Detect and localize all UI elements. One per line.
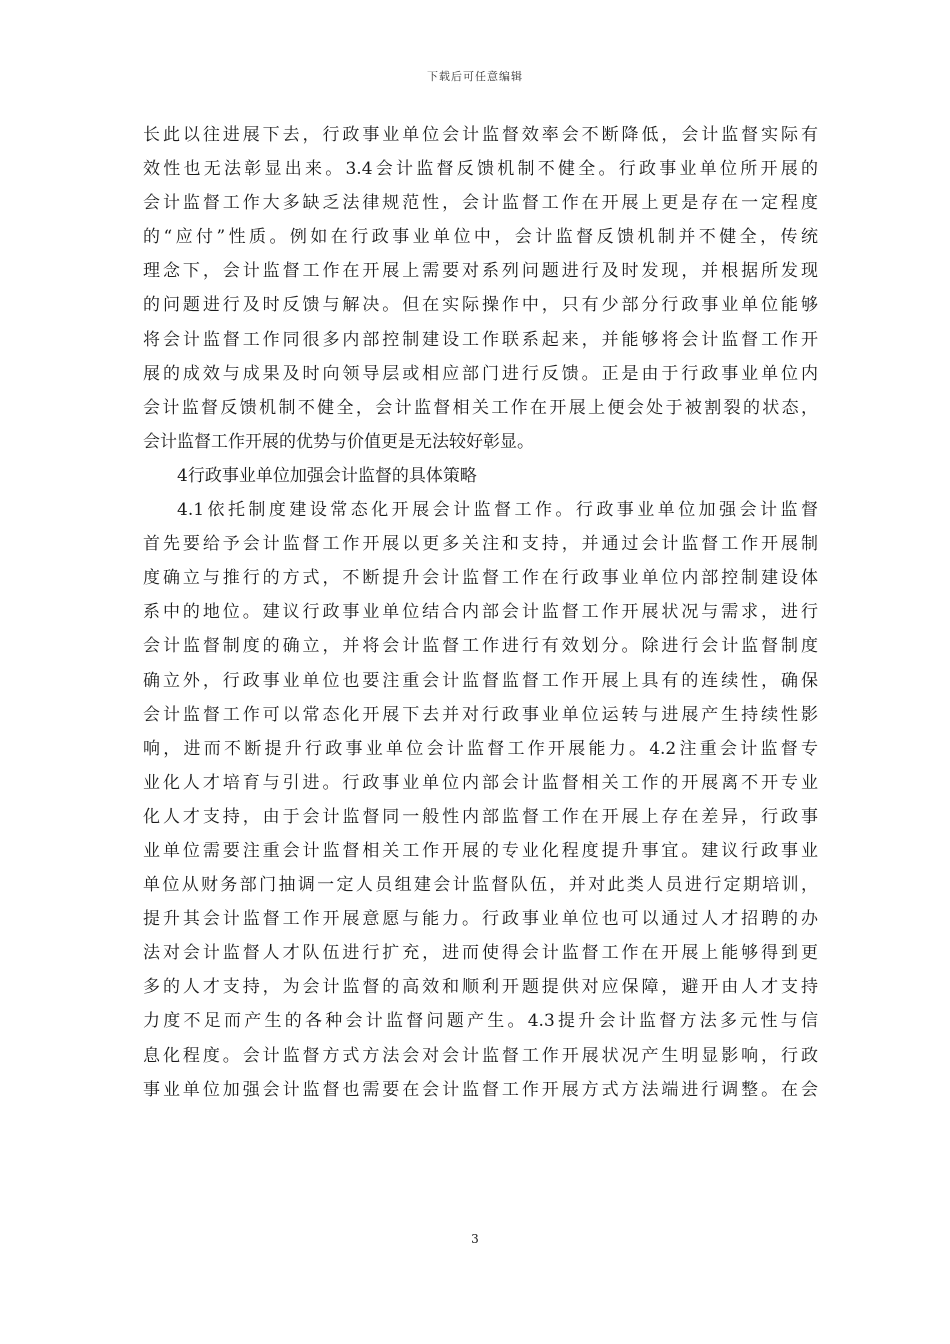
text-line: 会计监督制度的确立，并将会计监督工作进行有效划分。除进行会计监督制度 [143,636,818,657]
text-line: 会计监督反馈机制不健全，会计监督相关工作在开展上便会处于被割裂的状态， [143,397,818,418]
text-line: 会计监督工作大多缺乏法律规范性，会计监督工作在开展上更是存在一定程度 [143,193,818,214]
text-line: 系中的地位。建议行政事业单位结合内部会计监督工作开展状况与需求，进行 [143,602,818,623]
text-line: 的“应付”性质。例如在行政事业单位中，会计监督反馈机制并不健全，传统 [143,227,818,248]
page-number: 3 [471,1232,479,1246]
text-line: 单位从财务部门抽调一定人员组建会计监督队伍，并对此类人员进行定期培训， [143,875,818,896]
text-line: 业化人才培育与引进。行政事业单位内部会计监督相关工作的开展离不开专业 [143,772,818,793]
text-line: 的问题进行及时反馈与解决。但在实际操作中，只有少部分行政事业单位能够 [143,295,818,316]
text-line: 业单位需要注重会计监督相关工作开展的专业化程度提升事宜。建议行政事业 [143,840,818,861]
text-line: 会计监督工作开展的优势与价值更是无法较好彰显。 [143,431,534,452]
text-line: 4.1依托制度建设常态化开展会计监督工作。行政事业单位加强会计监督 [177,500,818,521]
text-line: 法对会计监督人才队伍进行扩充，进而使得会计监督工作在开展上能够得到更 [143,943,818,964]
text-line: 展的成效与成果及时向领导层或相应部门进行反馈。正是由于行政事业单位内 [143,363,818,384]
section-heading: 4行政事业单位加强会计监督的具体策略 [177,465,477,486]
text-line: 事业单位加强会计监督也需要在会计监督工作开展方式方法端进行调整。在会 [143,1079,818,1100]
page-header: 下载后可任意编辑 [427,70,523,83]
text-line: 响，进而不断提升行政事业单位会计监督工作开展能力。4.2注重会计监督专 [143,738,818,759]
text-line: 长此以往进展下去，行政事业单位会计监督效率会不断降低，会计监督实际有 [143,125,818,145]
text-line: 息化程度。会计监督方式方法会对会计监督工作开展状况产生明显影响，行政 [143,1045,818,1066]
text-line: 效性也无法彰显出来。3.4会计监督反馈机制不健全。行政事业单位所开展的 [143,159,818,180]
document-body [143,118,818,1107]
text-line: 理念下，会计监督工作在开展上需要对系列问题进行及时发现，并根据所发现 [143,261,818,282]
text-line: 度确立与推行的方式，不断提升会计监督工作在行政事业单位内部控制建设体 [143,568,818,589]
text-line: 多的人才支持，为会计监督的高效和顺利开题提供对应保障，避开由人才支持 [143,977,818,998]
text-line: 提升其会计监督工作开展意愿与能力。行政事业单位也可以通过人才招聘的办 [143,909,818,930]
text-line: 确立外，行政事业单位也要注重会计监督监督工作开展上具有的连续性，确保 [143,670,818,691]
text-line: 首先要给予会计监督工作开展以更多关注和支持，并通过会计监督工作开展制 [143,534,818,555]
text-line: 力度不足而产生的各种会计监督问题产生。4.3提升会计监督方法多元性与信 [143,1011,818,1032]
text-line: 会计监督工作可以常态化开展下去并对行政事业单位运转与进展产生持续性影 [143,704,818,725]
text-line: 将会计监督工作同很多内部控制建设工作联系起来，并能够将会计监督工作开 [143,329,818,350]
text-line: 化人才支持，由于会计监督同一般性内部监督工作在开展上存在差异，行政事 [143,806,818,827]
